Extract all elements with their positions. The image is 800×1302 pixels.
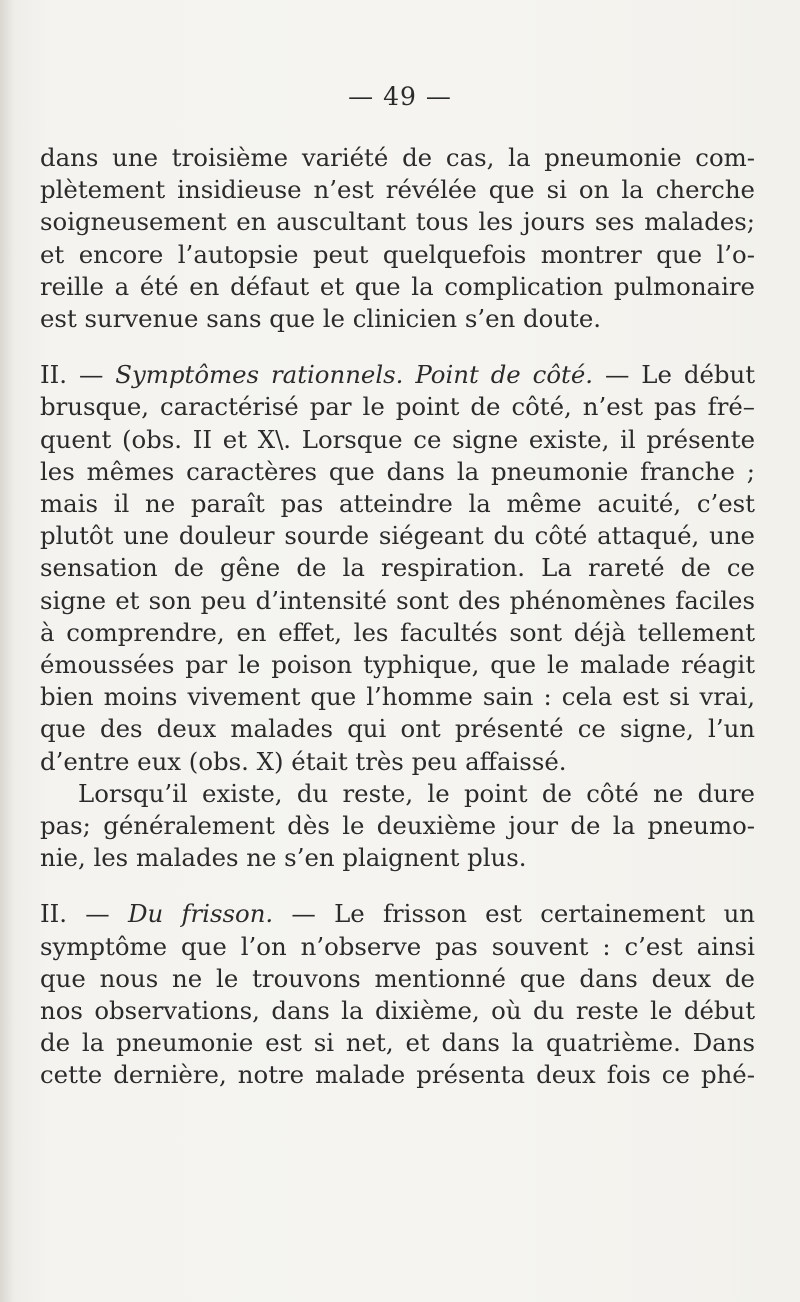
page-binding-shadow <box>0 0 14 1302</box>
text-line: émoussées par le poison typhique, que le malade réagit <box>40 650 755 680</box>
section-title: Symptômes rationnels. Point de côté. <box>115 360 594 390</box>
text-line: plètement insidieuse n’est révélée que si on la cherche <box>40 175 755 205</box>
text-line: nie, les malades ne s’en plaignent plus. <box>40 843 527 873</box>
section-number: II. — <box>40 360 116 390</box>
text-line: que nous ne le trouvons mentionné que dans deux de <box>40 963 755 993</box>
section-heading-line <box>40 898 755 930</box>
section-heading-rest: — Le frisson est certainement un <box>273 899 755 929</box>
text-line: reille a été en défaut et que la complication pulmonaire <box>40 271 755 301</box>
text-line: mais il ne paraît pas atteindre la même acuité, c’est <box>40 489 755 519</box>
section-title: Du frisson. <box>127 899 274 929</box>
text-line: et encore l’autopsie peut quelquefois montrer que l’o- <box>40 239 755 269</box>
section-number: II. — <box>40 899 128 929</box>
text-line: quent (obs. II et X\. Lorsque ce signe existe, il présente <box>40 424 755 454</box>
text-line: cette dernière, notre malade présenta deux fois ce phé- <box>40 1060 755 1090</box>
text-line: sensation de gêne de la respiration. La rareté de ce <box>40 553 755 583</box>
text-line: soigneusement en auscultant tous les jours ses malades; <box>40 207 755 237</box>
text-line: brusque, caractérisé par le point de côté, n’est pas fré– <box>40 392 755 422</box>
section-point-de-cote <box>40 359 755 778</box>
text-line: nos observations, dans la dixième, où du reste le début <box>40 996 755 1026</box>
text-line: dans une troisième variété de cas, la pneumonie com- <box>40 143 755 172</box>
page-number: — 49 — <box>348 82 452 111</box>
text-line: à comprendre, en effet, les facultés sont déjà tellement <box>40 617 755 647</box>
text-line: est survenue sans que le clinicien s’en doute. <box>40 304 602 334</box>
paragraph-3 <box>40 778 755 875</box>
text-line: d’entre eux (obs. X) était très peu affaissé. <box>40 746 567 776</box>
text-line: de la pneumonie est si net, et dans la quatrième. Dans <box>40 1028 755 1058</box>
section-du-frisson <box>40 898 755 1091</box>
section-heading-rest: — Le début <box>593 360 755 390</box>
text-line: Lorsqu’il existe, du reste, le point de côté ne dure <box>78 778 755 808</box>
paragraph-1 <box>40 142 755 335</box>
section-heading-line <box>40 359 755 391</box>
text-line: signe et son peu d’intensité sont des phénomènes faciles <box>40 585 755 615</box>
body-text <box>40 142 755 1092</box>
text-line: les mêmes caractères que dans la pneumonie franche ; <box>40 456 755 486</box>
text-line: plutôt une douleur sourde siégeant du côté attaqué, une <box>40 521 755 551</box>
text-line: que des deux malades qui ont présenté ce signe, l’un <box>40 714 755 744</box>
text-line: bien moins vivement que l’homme sain : cela est si vrai, <box>40 682 755 712</box>
text-line: symptôme que l’on n’observe pas souvent : c’est ainsi <box>40 931 755 961</box>
text-line: pas; généralement dès le deuxième jour de la pneumo- <box>40 811 755 841</box>
